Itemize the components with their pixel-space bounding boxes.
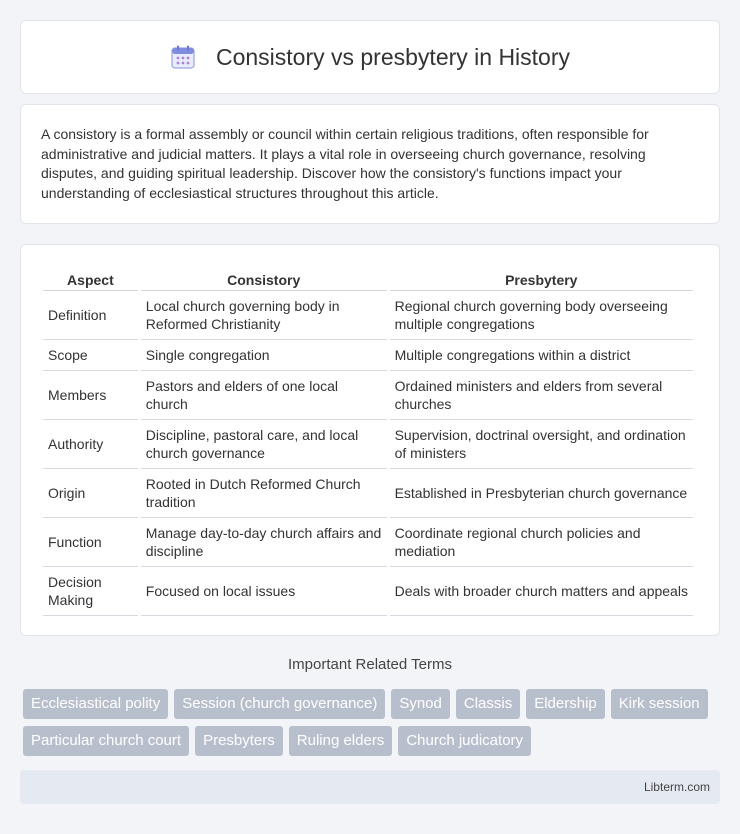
row-consistory: Single congregation <box>141 340 387 371</box>
footer <box>20 770 720 804</box>
tag-kirk-session[interactable]: Kirk session <box>611 689 708 719</box>
row-aspect: Authority <box>43 420 138 469</box>
row-presbytery: Ordained ministers and elders from several churches <box>390 371 693 420</box>
table-row <box>43 518 693 567</box>
tag-synod[interactable]: Synod <box>391 689 450 719</box>
row-presbytery: Deals with broader church matters and appeals <box>390 567 693 616</box>
related-terms-tags <box>23 689 723 763</box>
row-consistory: Focused on local issues <box>141 567 387 616</box>
row-aspect: Decision Making <box>43 567 138 616</box>
tag-ruling-elders[interactable]: Ruling elders <box>289 726 393 756</box>
row-presbytery: Supervision, doctrinal oversight, and ordination of ministers <box>390 420 693 469</box>
tag-ecclesiastical-polity[interactable]: Ecclesiastical polity <box>23 689 168 719</box>
intro-text: A consistory is a formal assembly or council within certain religious traditions, often responsible for administrative and judicial matters. It plays a vital role in overseeing church governance, resolving disputes, and guiding spiritual leadership. Discover how the consistory's functions impact your understanding of ecclesiastical structures throughout this article. <box>41 126 649 201</box>
header-consistory: Consistory <box>141 265 387 291</box>
table-row <box>43 567 693 616</box>
row-aspect: Function <box>43 518 138 567</box>
row-consistory: Local church governing body in Reformed Christianity <box>141 291 387 340</box>
row-presbytery: Multiple congregations within a district <box>390 340 693 371</box>
header-presbytery: Presbytery <box>390 265 693 291</box>
intro-card <box>20 104 720 224</box>
calendar-icon <box>170 44 196 70</box>
tag-eldership[interactable]: Eldership <box>526 689 605 719</box>
row-presbytery: Regional church governing body overseeing multiple congregations <box>390 291 693 340</box>
table-row <box>43 371 693 420</box>
tag-session-church-governance[interactable]: Session (church governance) <box>174 689 385 719</box>
row-consistory: Pastors and elders of one local church <box>141 371 387 420</box>
tag-presbyters[interactable]: Presbyters <box>195 726 283 756</box>
tag-church-judicatory[interactable]: Church judicatory <box>398 726 531 756</box>
row-aspect: Definition <box>43 291 138 340</box>
header-aspect: Aspect <box>43 265 138 291</box>
row-presbytery: Established in Presbyterian church governance <box>390 469 693 518</box>
row-consistory: Discipline, pastoral care, and local church governance <box>141 420 387 469</box>
row-aspect: Origin <box>43 469 138 518</box>
table-row <box>43 469 693 518</box>
table-row <box>43 420 693 469</box>
row-aspect: Members <box>43 371 138 420</box>
page-title: Consistory vs presbytery in History <box>215 43 571 70</box>
comparison-table-card <box>20 244 720 636</box>
tag-classis[interactable]: Classis <box>456 689 520 719</box>
table-header-row <box>43 265 693 291</box>
table-row <box>43 340 693 371</box>
footer-site-link[interactable]: Libterm.com <box>643 780 710 794</box>
row-aspect: Scope <box>43 340 138 371</box>
row-presbytery: Coordinate regional church policies and mediation <box>390 518 693 567</box>
row-consistory: Rooted in Dutch Reformed Church tradition <box>141 469 387 518</box>
table-row <box>43 291 693 340</box>
tag-particular-church-court[interactable]: Particular church court <box>23 726 189 756</box>
row-consistory: Manage day-to-day church affairs and discipline <box>141 518 387 567</box>
title-card <box>20 20 720 94</box>
comparison-table <box>40 265 696 616</box>
related-terms-title: Important Related Terms <box>288 656 452 673</box>
